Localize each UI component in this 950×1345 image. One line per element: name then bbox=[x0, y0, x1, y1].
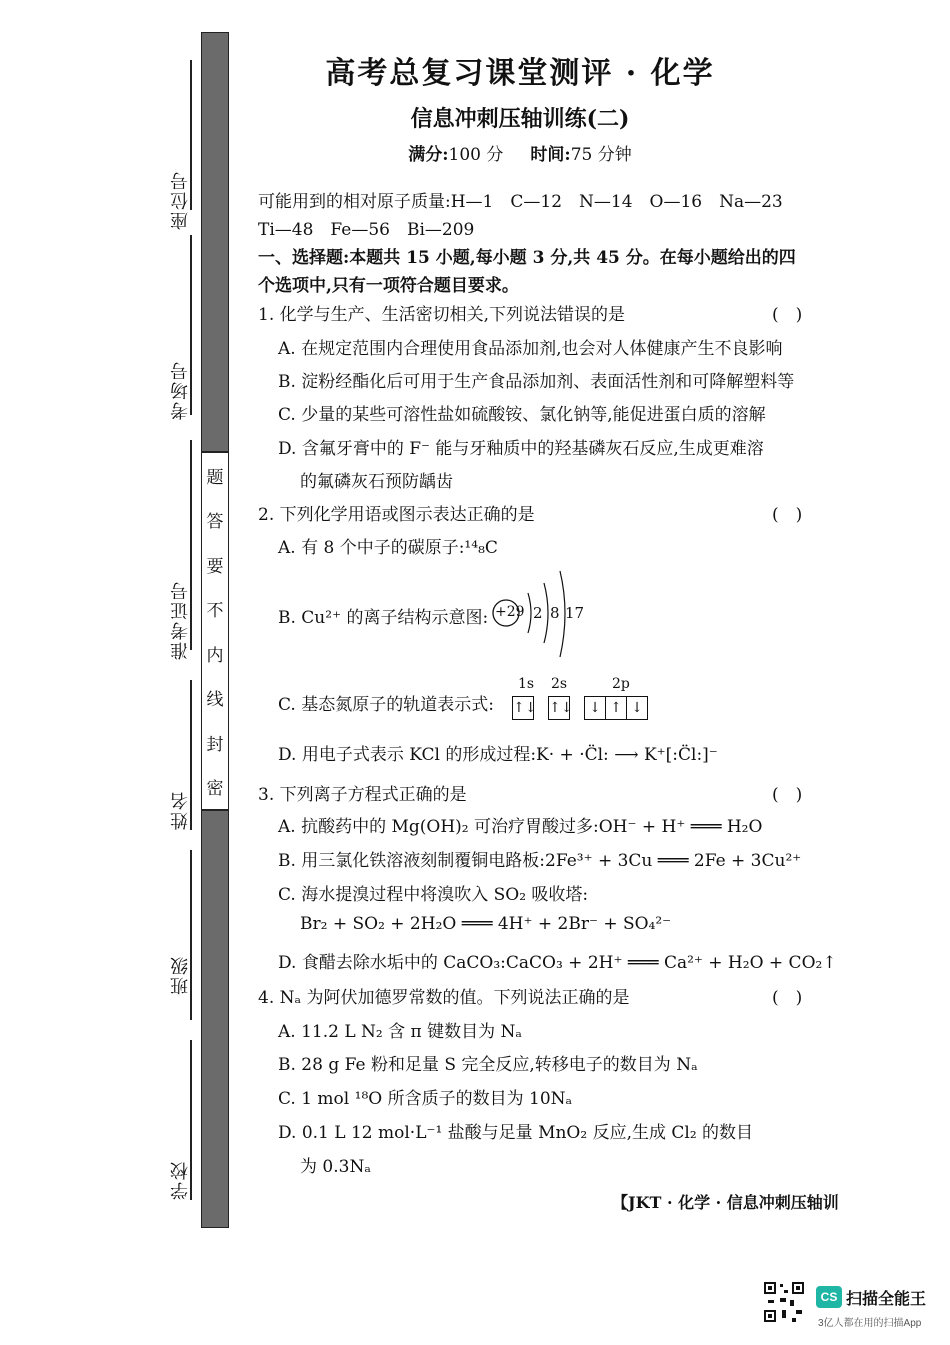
q2-stem: 2. 下列化学用语或图示表达正确的是 bbox=[258, 505, 535, 525]
binding-bar-top bbox=[201, 32, 229, 452]
seal-char: 封 bbox=[206, 734, 224, 755]
seat-label: 座位号 bbox=[170, 170, 191, 230]
q3-option-a: A. 抗酸药中的 Mg(OH)₂ 可治疗胃酸过多:OH⁻ + H⁺ ═══ H₂O bbox=[278, 817, 763, 837]
section-heading-1: 一、选择题:本题共 15 小题,每小题 3 分,共 45 分。在每小题给出的四 bbox=[258, 248, 796, 268]
orbital-1s bbox=[512, 696, 537, 720]
q1-option-b: B. 淀粉经酯化后可用于生产食品添加剂、表面活性剂和可降解塑料等 bbox=[278, 372, 795, 392]
q4-option-d: D. 0.1 L 12 mol·L⁻¹ 盐酸与足量 MnO₂ 反应,生成 Cl₂ 的数目 bbox=[278, 1123, 754, 1143]
q2-option-c-text: C. 基态氮原子的轨道表示式: bbox=[278, 695, 494, 715]
binding-bar-bottom bbox=[201, 810, 229, 1228]
q2-option-b bbox=[278, 603, 488, 628]
orbital-2p bbox=[584, 696, 647, 720]
seal-box bbox=[201, 452, 229, 810]
q2-answer-paren[interactable]: ( ) bbox=[772, 505, 803, 525]
q2-option-d: D. 用电子式表示 KCl 的形成过程:K· + ·C̈l: ⟶ K⁺[:C̈l:]⁻ bbox=[278, 745, 718, 765]
school-label: 学校 bbox=[170, 1160, 191, 1200]
seal-char: 不 bbox=[206, 601, 224, 622]
seal-char: 线 bbox=[206, 690, 224, 711]
atomic-mass-line-2: Ti—48 Fe—56 Bi—209 bbox=[258, 220, 475, 240]
q1-option-d: D. 含氟牙膏中的 F⁻ 能与牙釉质中的羟基磷灰石反应,生成更难溶 bbox=[278, 439, 764, 459]
seal-char: 密 bbox=[206, 779, 224, 800]
score-label: 满分: bbox=[408, 145, 449, 165]
seal-char: 题 bbox=[206, 467, 224, 488]
q3-stem: 3. 下列离子方程式正确的是 bbox=[258, 785, 467, 805]
q1-option-d-cont: 的氟磷灰石预防龋齿 bbox=[300, 472, 453, 492]
q4-option-b: B. 28 g Fe 粉和足量 S 完全反应,转移电子的数目为 Nₐ bbox=[278, 1055, 698, 1075]
q3-option-d: D. 食醋去除水垢中的 CaCO₃:CaCO₃ + 2H⁺ ═══ Ca²⁺ + H₂O + CO₂↑ bbox=[278, 953, 837, 973]
scanner-tagline: 3亿人都在用的扫描App bbox=[818, 1318, 922, 1329]
orbital-box: ↑↓ bbox=[548, 696, 570, 720]
qr-code-icon bbox=[762, 1280, 806, 1324]
orbital-2s bbox=[548, 696, 573, 720]
q1-answer-paren[interactable]: ( ) bbox=[772, 305, 803, 325]
time-label: 时间: bbox=[530, 145, 571, 165]
q4-stem: 4. Nₐ 为阿伏加德罗常数的值。下列说法正确的是 bbox=[258, 988, 630, 1008]
orbital-label-2s: 2s bbox=[551, 676, 568, 692]
cu-nucleus-label: +29 bbox=[495, 604, 525, 620]
scanner-name: 扫描全能王 bbox=[846, 1291, 927, 1308]
page-subtitle: 信息冲刺压轴训练(二) bbox=[410, 106, 630, 132]
cu-shell-3: 17 bbox=[565, 604, 585, 622]
q2-option-b-text: B. Cu²⁺ 的离子结构示意图: bbox=[278, 608, 489, 628]
q1-option-c: C. 少量的某些可溶性盐如硫酸铵、氯化钠等,能促进蛋白质的溶解 bbox=[278, 405, 766, 425]
q4-option-c: C. 1 mol ¹⁸O 所含质子的数目为 10Nₐ bbox=[278, 1089, 573, 1109]
q2-option-a: A. 有 8 个中子的碳原子:¹⁴₈C bbox=[278, 538, 498, 558]
orbital-label-1s: 1s bbox=[518, 676, 535, 692]
seal-char: 要 bbox=[206, 556, 224, 577]
q3-answer-paren[interactable]: ( ) bbox=[772, 785, 803, 805]
q4-answer-paren[interactable]: ( ) bbox=[772, 988, 803, 1008]
exam-meta bbox=[250, 140, 790, 165]
seal-char: 内 bbox=[206, 645, 224, 666]
q4-option-d-cont: 为 0.3Nₐ bbox=[300, 1157, 371, 1177]
page-footer: 【JKT · 化学 · 信息冲刺压轴训 bbox=[612, 1193, 839, 1212]
score-value: 100 分 bbox=[448, 145, 504, 165]
seal-char: 答 bbox=[206, 512, 224, 533]
q3-option-c-equation: Br₂ + SO₂ + 2H₂O ═══ 4H⁺ + 2Br⁻ + SO₄²⁻ bbox=[300, 914, 672, 934]
cu-shell-1: 2 bbox=[533, 604, 543, 622]
q2-option-c bbox=[278, 690, 494, 715]
page-title: 高考总复习课堂测评 · 化学 bbox=[325, 56, 715, 91]
orbital-box: ↓ bbox=[626, 696, 648, 720]
orbital-box: ↓ bbox=[584, 696, 606, 720]
time-value: 75 分钟 bbox=[570, 145, 632, 165]
ticket-label: 准考证号 bbox=[170, 580, 191, 660]
exam-room-label: 考场号 bbox=[170, 360, 191, 420]
orbital-box: ↑ bbox=[605, 696, 627, 720]
scanner-logo-icon: CS bbox=[816, 1286, 842, 1308]
q1-stem: 1. 化学与生产、生活密切相关,下列说法错误的是 bbox=[258, 305, 626, 325]
q3-option-b: B. 用三氯化铁溶液刻制覆铜电路板:2Fe³⁺ + 3Cu ═══ 2Fe + 3Cu²⁺ bbox=[278, 851, 802, 871]
q4-option-a: A. 11.2 L N₂ 含 π 键数目为 Nₐ bbox=[278, 1022, 522, 1042]
q1-option-a: A. 在规定范围内合理使用食品添加剂,也会对人体健康产生不良影响 bbox=[278, 339, 783, 359]
atomic-mass-line-1: 可能用到的相对原子质量:H—1 C—12 N—14 O—16 Na—23 bbox=[258, 192, 783, 212]
section-heading-2: 个选项中,只有一项符合题目要求。 bbox=[258, 276, 519, 296]
orbital-label-2p: 2p bbox=[612, 676, 630, 692]
name-label: 姓名 bbox=[170, 790, 191, 830]
orbital-box: ↑↓ bbox=[512, 696, 534, 720]
q3-option-c: C. 海水提溴过程中将溴吹入 SO₂ 吸收塔: bbox=[278, 885, 589, 905]
cu-shell-2: 8 bbox=[550, 604, 560, 622]
class-label: 班级 bbox=[170, 955, 191, 995]
